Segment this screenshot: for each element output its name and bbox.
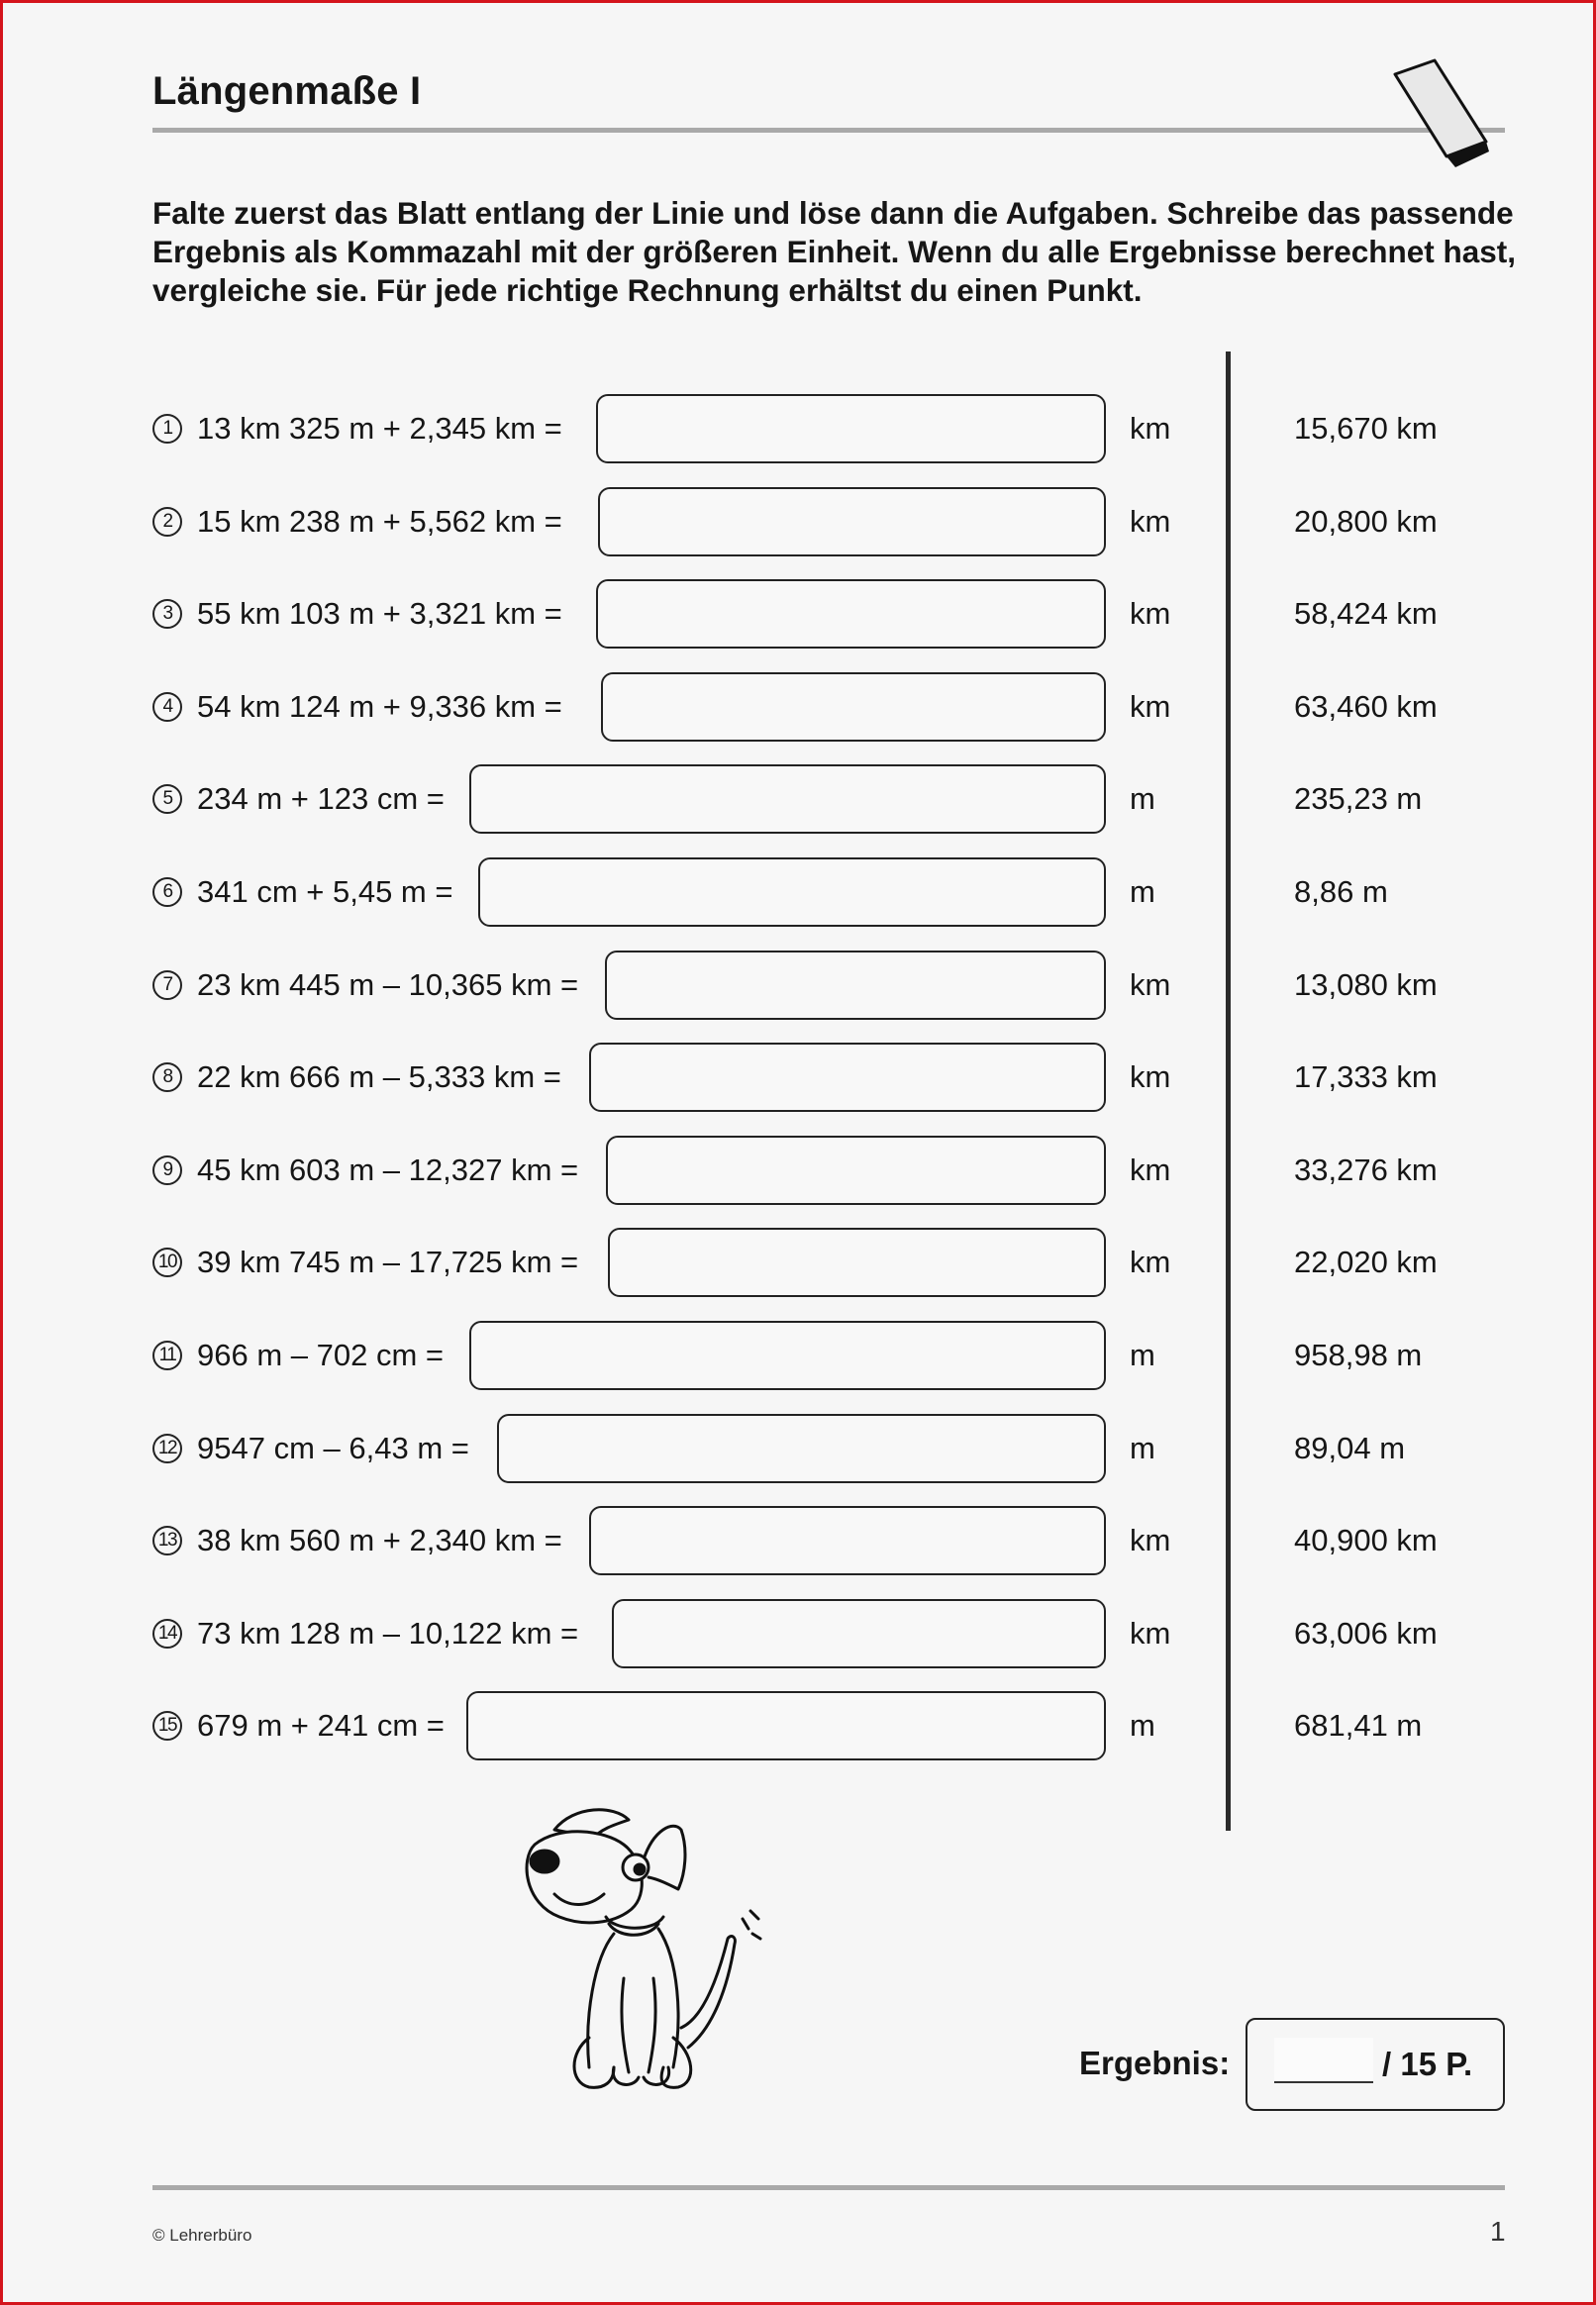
task-expression: 9547 cm – 6,43 m = <box>197 1431 469 1465</box>
answer-box[interactable] <box>589 1506 1106 1575</box>
answer-unit: km <box>1130 967 1171 1002</box>
task-number: 8 <box>152 1062 182 1092</box>
answer-box[interactable] <box>608 1228 1106 1297</box>
task-row <box>0 1414 1596 1483</box>
answer-box[interactable] <box>606 1136 1106 1205</box>
page-number: 1 <box>1490 2216 1506 2247</box>
answer-unit: m <box>1130 781 1155 816</box>
task-number: 10 <box>152 1248 182 1277</box>
answer-box[interactable] <box>478 857 1106 927</box>
answer-unit: km <box>1130 596 1171 631</box>
solution-value: 63,006 km <box>1294 1616 1438 1651</box>
task-number: 3 <box>152 599 182 629</box>
task-row <box>0 857 1596 927</box>
task-expression: 39 km 745 m – 17,725 km = <box>197 1245 579 1279</box>
task-number: 2 <box>152 507 182 537</box>
task-expression: 73 km 128 m – 10,122 km = <box>197 1616 579 1651</box>
solution-value: 13,080 km <box>1294 967 1438 1002</box>
task-expression: 38 km 560 m + 2,340 km = <box>197 1523 562 1557</box>
task-row <box>0 1136 1596 1205</box>
answer-unit: m <box>1130 1431 1155 1465</box>
task-expression: 22 km 666 m – 5,333 km = <box>197 1059 561 1094</box>
task-number: 9 <box>152 1155 182 1185</box>
page-title: Längenmaße I <box>152 69 422 113</box>
answer-unit: m <box>1130 1338 1155 1372</box>
answer-box[interactable] <box>601 672 1106 742</box>
answer-box[interactable] <box>497 1414 1106 1483</box>
copyright-text: © Lehrerbüro <box>152 2226 252 2245</box>
answer-box[interactable] <box>469 764 1106 834</box>
task-row <box>0 764 1596 834</box>
solution-value: 15,670 km <box>1294 411 1438 446</box>
answer-unit: km <box>1130 1523 1171 1557</box>
task-number: 15 <box>152 1711 182 1741</box>
solution-value: 40,900 km <box>1294 1523 1438 1557</box>
task-expression: 234 m + 123 cm = <box>197 781 445 816</box>
task-expression: 15 km 238 m + 5,562 km = <box>197 504 562 539</box>
solution-value: 63,460 km <box>1294 689 1438 724</box>
solution-value: 17,333 km <box>1294 1059 1438 1094</box>
solution-value: 8,86 m <box>1294 874 1388 909</box>
task-row <box>0 1506 1596 1575</box>
answer-box[interactable] <box>596 579 1106 649</box>
answer-unit: km <box>1130 1059 1171 1094</box>
task-row <box>0 1599 1596 1668</box>
solution-value: 681,41 m <box>1294 1708 1423 1743</box>
answer-box[interactable] <box>589 1043 1106 1112</box>
task-expression: 966 m – 702 cm = <box>197 1338 444 1372</box>
answer-box[interactable] <box>469 1321 1106 1390</box>
task-row <box>0 579 1596 649</box>
task-number: 1 <box>152 414 182 444</box>
task-row <box>0 487 1596 556</box>
task-number: 13 <box>152 1526 182 1555</box>
task-number: 4 <box>152 692 182 722</box>
task-row <box>0 1043 1596 1112</box>
instructions-text: Falte zuerst das Blatt entlang der Linie und löse dann die Aufgaben. Schreibe das passende Ergebnis als Kommazahl mit der größeren Einheit. Wenn du alle Ergebnisse berechnet hast, vergleiche sie. Für jede richtige Rechnung erhältst du einen Punkt. <box>152 195 1517 308</box>
solution-value: 58,424 km <box>1294 596 1438 631</box>
solution-value: 20,800 km <box>1294 504 1438 539</box>
answer-box[interactable] <box>598 487 1106 556</box>
answer-unit: km <box>1130 1245 1171 1279</box>
task-number: 11 <box>152 1341 182 1370</box>
folded-paper-icon <box>1391 54 1500 183</box>
task-number: 14 <box>152 1619 182 1649</box>
task-expression: 679 m + 241 cm = <box>197 1708 445 1743</box>
answer-box[interactable] <box>612 1599 1106 1668</box>
answer-unit: m <box>1130 1708 1155 1743</box>
task-row <box>0 1228 1596 1297</box>
task-expression: 55 km 103 m + 3,321 km = <box>197 596 562 631</box>
answer-unit: km <box>1130 1152 1171 1187</box>
task-number: 7 <box>152 970 182 1000</box>
task-row <box>0 672 1596 742</box>
answer-unit: km <box>1130 411 1171 446</box>
task-expression: 341 cm + 5,45 m = <box>197 874 453 909</box>
dog-illustration <box>515 1800 822 2107</box>
answer-box[interactable] <box>605 951 1106 1020</box>
task-expression: 23 km 445 m – 10,365 km = <box>197 967 579 1002</box>
task-number: 6 <box>152 877 182 907</box>
task-row <box>0 1691 1596 1760</box>
score-label: Ergebnis: <box>1079 2045 1231 2081</box>
score-input[interactable] <box>1274 2038 1373 2083</box>
footer-divider <box>152 2185 1505 2190</box>
answer-box[interactable] <box>596 394 1106 463</box>
answer-unit: m <box>1130 874 1155 909</box>
solution-value: 235,23 m <box>1294 781 1423 816</box>
task-number: 12 <box>152 1434 182 1463</box>
task-row <box>0 1321 1596 1390</box>
task-row <box>0 951 1596 1020</box>
score-box <box>1246 2018 1505 2111</box>
solution-value: 89,04 m <box>1294 1431 1406 1465</box>
task-row <box>0 394 1596 463</box>
solution-value: 22,020 km <box>1294 1245 1438 1279</box>
task-expression: 13 km 325 m + 2,345 km = <box>197 411 562 446</box>
task-expression: 45 km 603 m – 12,327 km = <box>197 1152 579 1187</box>
answer-unit: km <box>1130 689 1171 724</box>
task-expression: 54 km 124 m + 9,336 km = <box>197 689 562 724</box>
solution-value: 958,98 m <box>1294 1338 1423 1372</box>
answer-box[interactable] <box>466 1691 1106 1760</box>
answer-unit: km <box>1130 504 1171 539</box>
title-divider <box>152 128 1505 133</box>
answer-unit: km <box>1130 1616 1171 1651</box>
solution-value: 33,276 km <box>1294 1152 1438 1187</box>
score-max: / 15 P. <box>1382 2046 1473 2082</box>
task-number: 5 <box>152 784 182 814</box>
